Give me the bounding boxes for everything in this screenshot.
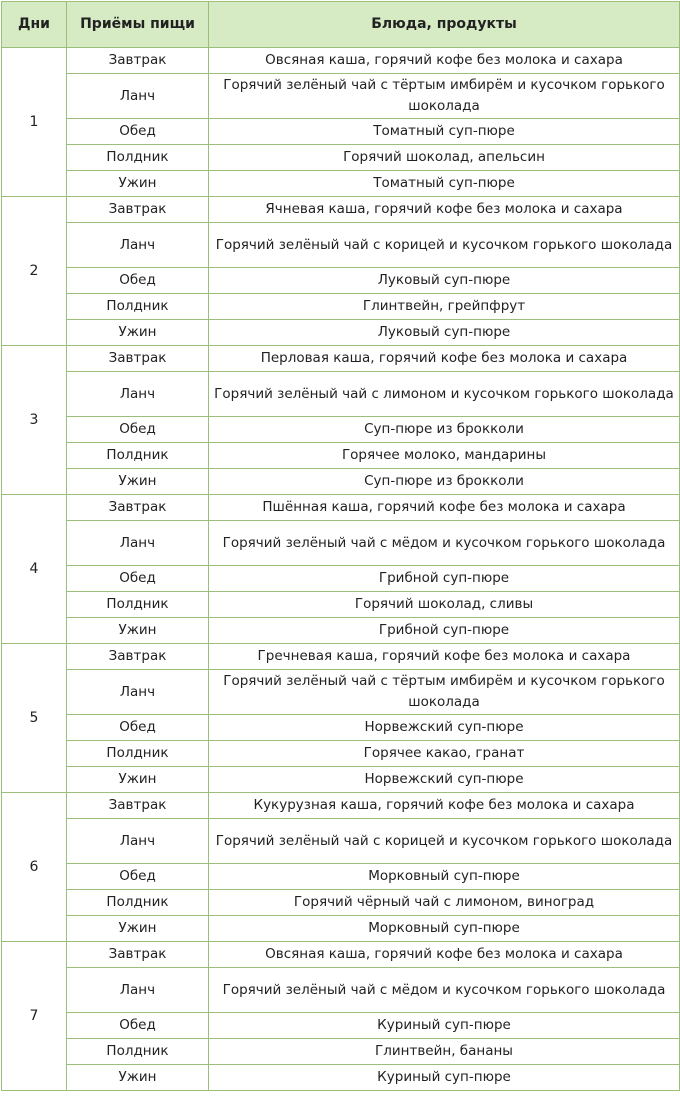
dish-description: Горячее какао, гранат xyxy=(209,741,680,767)
table-row xyxy=(2,469,680,495)
header-row xyxy=(2,2,680,48)
meal-name: Обед xyxy=(67,268,209,294)
dish-description: Глинтвейн, грейпфрут xyxy=(209,294,680,320)
header-dishes: Блюда, продукты xyxy=(209,2,680,48)
dish-description: Суп-пюре из брокколи xyxy=(209,417,680,443)
dish-description: Горячий зелёный чай с мёдом и кусочком горького шоколада xyxy=(209,968,680,1013)
dish-description: Овсяная каша, горячий кофе без молока и сахара xyxy=(209,942,680,968)
meal-name: Ужин xyxy=(67,1065,209,1091)
dish-description: Горячее молоко, мандарины xyxy=(209,443,680,469)
table-row xyxy=(2,74,680,119)
meal-plan-table xyxy=(1,1,680,1091)
table-row xyxy=(2,119,680,145)
meal-name: Полдник xyxy=(67,443,209,469)
dish-description: Суп-пюре из брокколи xyxy=(209,469,680,495)
table-row xyxy=(2,566,680,592)
meal-name: Обед xyxy=(67,566,209,592)
meal-name: Ужин xyxy=(67,320,209,346)
meal-name: Завтрак xyxy=(67,644,209,670)
dish-description: Горячий зелёный чай с корицей и кусочком горького шоколада xyxy=(209,223,680,268)
table-body xyxy=(2,48,680,1091)
table-row xyxy=(2,618,680,644)
meal-name: Полдник xyxy=(67,1039,209,1065)
meal-name: Завтрак xyxy=(67,942,209,968)
dish-description: Горячий зелёный чай с тёртым имбирём и кусочком горького шоколада xyxy=(209,670,680,715)
header-meal: Приёмы пищи xyxy=(67,2,209,48)
meal-name: Обед xyxy=(67,417,209,443)
table-row xyxy=(2,916,680,942)
dish-description: Куриный суп-пюре xyxy=(209,1065,680,1091)
dish-description: Гречневая каша, горячий кофе без молока и сахара xyxy=(209,644,680,670)
day-number: 5 xyxy=(2,644,67,793)
table-row xyxy=(2,372,680,417)
dish-description: Овсяная каша, горячий кофе без молока и сахара xyxy=(209,48,680,74)
meal-name: Ужин xyxy=(67,469,209,495)
meal-name: Полдник xyxy=(67,890,209,916)
table-row xyxy=(2,715,680,741)
table-row xyxy=(2,521,680,566)
dish-description: Луковый суп-пюре xyxy=(209,320,680,346)
table-row xyxy=(2,320,680,346)
meal-name: Полдник xyxy=(67,294,209,320)
table-row xyxy=(2,171,680,197)
meal-name: Завтрак xyxy=(67,346,209,372)
table-row xyxy=(2,268,680,294)
meal-name: Завтрак xyxy=(67,197,209,223)
meal-name: Обед xyxy=(67,119,209,145)
day-number: 7 xyxy=(2,942,67,1091)
table-row xyxy=(2,495,680,521)
dish-description: Норвежский суп-пюре xyxy=(209,767,680,793)
meal-name: Ужин xyxy=(67,767,209,793)
table-row xyxy=(2,223,680,268)
meal-name: Обед xyxy=(67,715,209,741)
dish-description: Грибной суп-пюре xyxy=(209,618,680,644)
dish-description: Горячий зелёный чай с лимоном и кусочком горького шоколада xyxy=(209,372,680,417)
dish-description: Ячневая каша, горячий кофе без молока и сахара xyxy=(209,197,680,223)
meal-name: Ужин xyxy=(67,171,209,197)
table-row xyxy=(2,942,680,968)
table-row xyxy=(2,767,680,793)
dish-description: Луковый суп-пюре xyxy=(209,268,680,294)
table-row xyxy=(2,145,680,171)
dish-description: Томатный суп-пюре xyxy=(209,119,680,145)
table-row xyxy=(2,793,680,819)
meal-name: Завтрак xyxy=(67,793,209,819)
table-row xyxy=(2,1013,680,1039)
table-row xyxy=(2,890,680,916)
dish-description: Горячий чёрный чай с лимоном, виноград xyxy=(209,890,680,916)
table-row xyxy=(2,864,680,890)
table-row xyxy=(2,741,680,767)
day-number: 6 xyxy=(2,793,67,942)
table-row xyxy=(2,644,680,670)
meal-name: Ланч xyxy=(67,968,209,1013)
header-day: Дни xyxy=(2,2,67,48)
table-row xyxy=(2,1065,680,1091)
dish-description: Морковный суп-пюре xyxy=(209,916,680,942)
dish-description: Томатный суп-пюре xyxy=(209,171,680,197)
meal-name: Ланч xyxy=(67,223,209,268)
table-row xyxy=(2,443,680,469)
meal-name: Ланч xyxy=(67,670,209,715)
dish-description: Горячий зелёный чай с корицей и кусочком горького шоколада xyxy=(209,819,680,864)
dish-description: Перловая каша, горячий кофе без молока и сахара xyxy=(209,346,680,372)
meal-name: Обед xyxy=(67,1013,209,1039)
table-row xyxy=(2,197,680,223)
meal-name: Ланч xyxy=(67,819,209,864)
dish-description: Горячий шоколад, апельсин xyxy=(209,145,680,171)
meal-name: Завтрак xyxy=(67,48,209,74)
table-row xyxy=(2,1039,680,1065)
meal-name: Ланч xyxy=(67,74,209,119)
dish-description: Глинтвейн, бананы xyxy=(209,1039,680,1065)
dish-description: Грибной суп-пюре xyxy=(209,566,680,592)
meal-name: Полдник xyxy=(67,592,209,618)
table-row xyxy=(2,417,680,443)
table-row xyxy=(2,819,680,864)
meal-name: Ланч xyxy=(67,372,209,417)
dish-description: Кукурузная каша, горячий кофе без молока и сахара xyxy=(209,793,680,819)
meal-name: Полдник xyxy=(67,145,209,171)
dish-description: Куриный суп-пюре xyxy=(209,1013,680,1039)
meal-name: Ужин xyxy=(67,618,209,644)
day-number: 1 xyxy=(2,48,67,197)
dish-description: Горячий зелёный чай с тёртым имбирём и кусочком горького шоколада xyxy=(209,74,680,119)
table-row xyxy=(2,48,680,74)
table-row xyxy=(2,294,680,320)
dish-description: Горячий шоколад, сливы xyxy=(209,592,680,618)
meal-name: Ужин xyxy=(67,916,209,942)
meal-name: Завтрак xyxy=(67,495,209,521)
meal-name: Полдник xyxy=(67,741,209,767)
meal-name: Ланч xyxy=(67,521,209,566)
day-number: 2 xyxy=(2,197,67,346)
day-number: 3 xyxy=(2,346,67,495)
dish-description: Морковный суп-пюре xyxy=(209,864,680,890)
table-row xyxy=(2,592,680,618)
day-number: 4 xyxy=(2,495,67,644)
dish-description: Пшённая каша, горячий кофе без молока и сахара xyxy=(209,495,680,521)
meal-name: Обед xyxy=(67,864,209,890)
dish-description: Норвежский суп-пюре xyxy=(209,715,680,741)
dish-description: Горячий зелёный чай с мёдом и кусочком горького шоколада xyxy=(209,521,680,566)
table-row xyxy=(2,670,680,715)
table-row xyxy=(2,968,680,1013)
table-row xyxy=(2,346,680,372)
